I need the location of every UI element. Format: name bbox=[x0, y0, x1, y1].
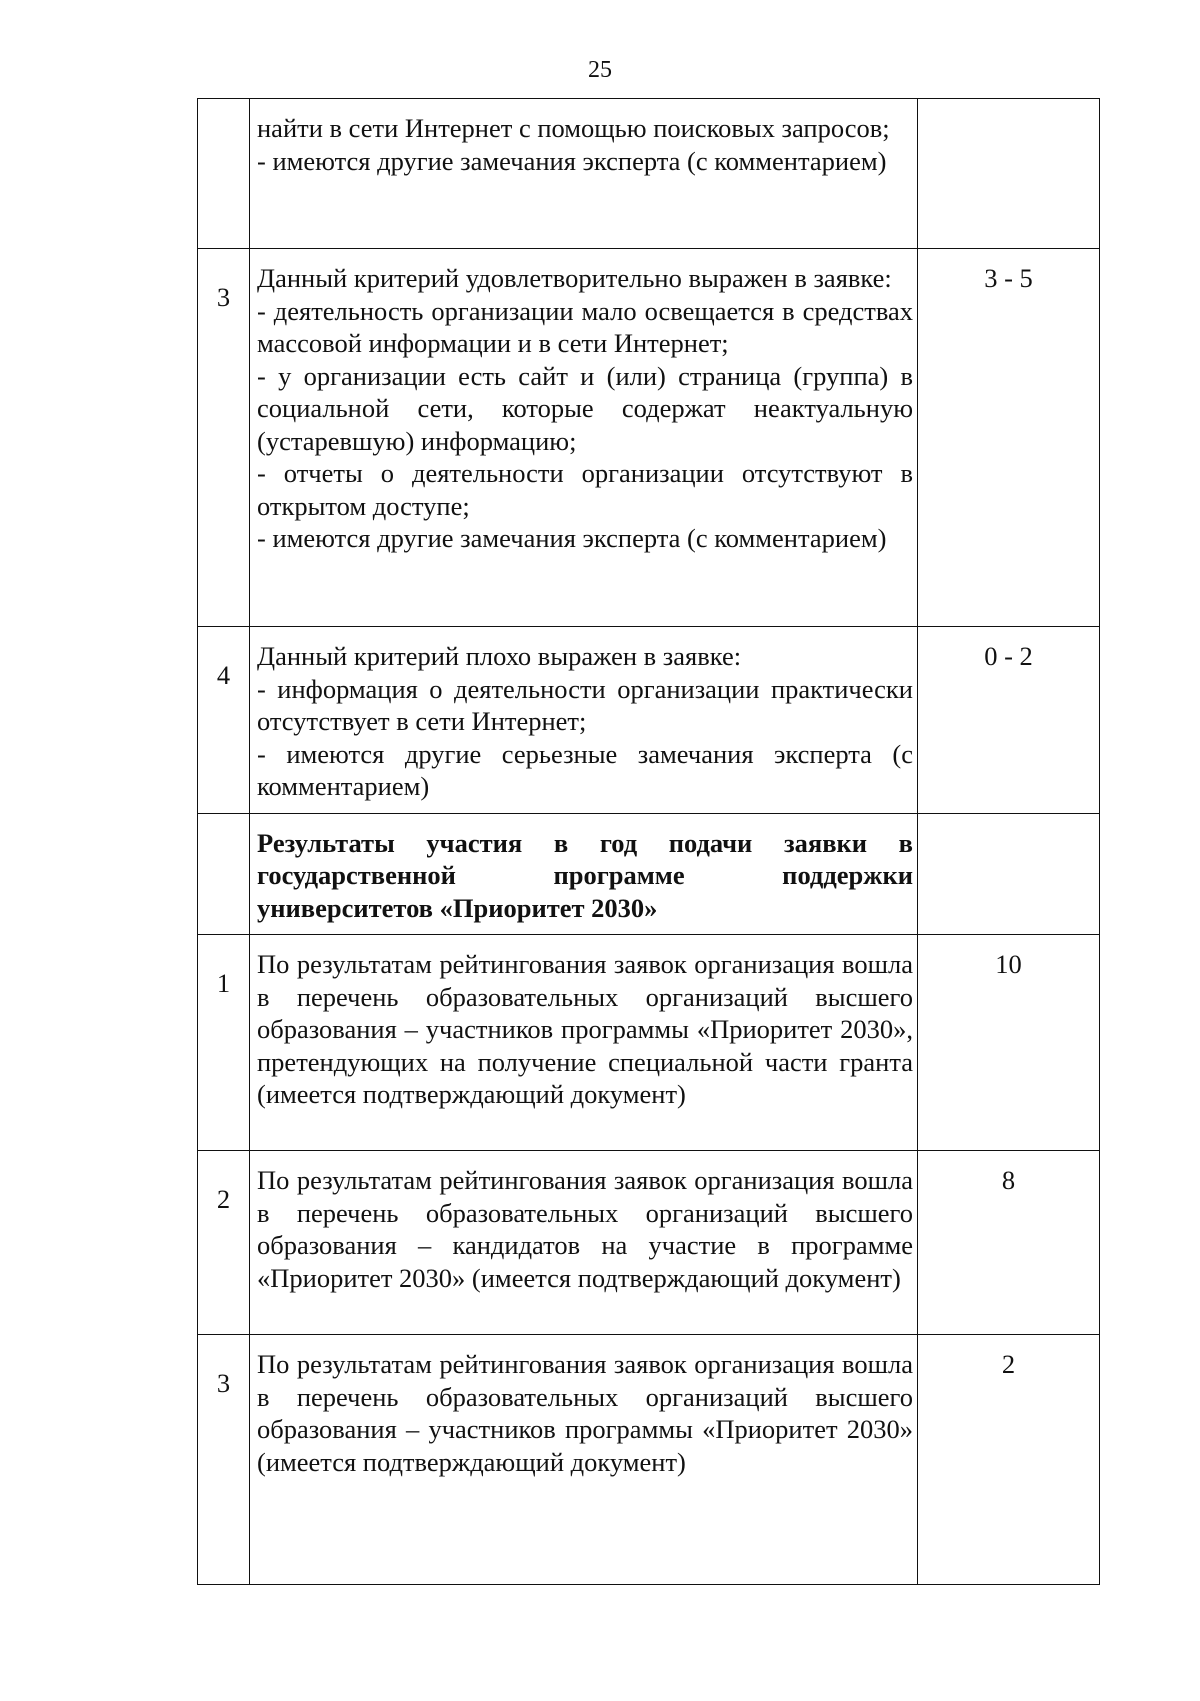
row-number-cell bbox=[198, 813, 250, 935]
criterion-description-cell bbox=[250, 1335, 918, 1585]
score-cell bbox=[918, 99, 1100, 249]
score-cell bbox=[918, 1335, 1100, 1585]
score-value: 10 bbox=[995, 949, 1022, 979]
row-number-cell bbox=[198, 935, 250, 1151]
criterion-description-cell bbox=[250, 1151, 918, 1335]
table-row bbox=[198, 1151, 1100, 1335]
table-row bbox=[198, 1335, 1100, 1585]
row-number-cell bbox=[198, 99, 250, 249]
criterion-description-cell bbox=[250, 935, 918, 1151]
criterion-line: - информация о деятельности организации практически отсутствует в сети Интернет; bbox=[257, 673, 913, 736]
criterion-line: найти в сети Интернет с помощью поисковых запросов; bbox=[257, 113, 890, 143]
score-cell bbox=[918, 813, 1100, 935]
criterion-line: - у организации есть сайт и (или) страница (группа) в социальной сети, которые содержат неактуальную (устаревшую) информацию; bbox=[257, 360, 913, 456]
score-value: 3 - 5 bbox=[984, 263, 1033, 293]
criterion-line: - имеются другие замечания эксперта (с комментарием) bbox=[257, 523, 887, 553]
table-row bbox=[198, 813, 1100, 935]
criterion-line: - имеются другие замечания эксперта (с комментарием) bbox=[257, 145, 887, 176]
row-number: 4 bbox=[216, 660, 231, 690]
table-row bbox=[198, 249, 1100, 627]
row-number-cell bbox=[198, 627, 250, 814]
row-number: 3 bbox=[216, 1368, 231, 1398]
score-cell bbox=[918, 249, 1100, 627]
table-row bbox=[198, 627, 1100, 814]
criterion-description-cell bbox=[250, 627, 918, 814]
section-heading: Результаты участия в год подачи заявки в государственной программе поддержки университетов «Приоритет 2030» bbox=[257, 827, 913, 923]
criterion-line: - имеются другие серьезные замечания эксперта (с комментарием) bbox=[257, 738, 913, 801]
criterion-line: - отчеты о деятельности организации отсутствуют в открытом доступе; bbox=[257, 458, 913, 521]
score-value: 2 bbox=[1001, 1349, 1016, 1379]
criterion-line: По результатам рейтингования заявок организация вошла в перечень образовательных организаций высшего образования – участников программы «Приоритет 2030» (имеется подтверждающий документ) bbox=[257, 1349, 913, 1477]
criterion-description-cell bbox=[250, 99, 918, 249]
criterion-line: Данный критерий удовлетворительно выражен в заявке: bbox=[257, 263, 892, 293]
table-row bbox=[198, 99, 1100, 249]
row-number-cell bbox=[198, 1335, 250, 1585]
criterion-line: - деятельность организации мало освещается в средствах массовой информации и в сети Интернет; bbox=[257, 295, 913, 358]
page-number: 25 bbox=[588, 57, 612, 83]
score-value: 0 - 2 bbox=[984, 641, 1033, 671]
score-cell bbox=[918, 627, 1100, 814]
row-number: 1 bbox=[216, 968, 231, 998]
score-cell bbox=[918, 1151, 1100, 1335]
criteria-table bbox=[197, 98, 1100, 1585]
criterion-line: По результатам рейтингования заявок организация вошла в перечень образовательных организаций высшего образования – участников программы «Приоритет 2030», претендующих на получение специальной части гранта (имеется подтверждающий документ) bbox=[257, 949, 913, 1109]
row-number: 2 bbox=[216, 1184, 231, 1214]
row-number-cell bbox=[198, 1151, 250, 1335]
row-number bbox=[198, 99, 249, 131]
criterion-line: По результатам рейтингования заявок организация вошла в перечень образовательных организаций высшего образования – кандидатов на участие в программе «Приоритет 2030» (имеется подтверждающий документ) bbox=[257, 1165, 913, 1293]
row-number-cell bbox=[198, 249, 250, 627]
row-number bbox=[198, 814, 249, 846]
section-heading-cell bbox=[250, 813, 918, 935]
criterion-description-cell bbox=[250, 249, 918, 627]
score-cell bbox=[918, 935, 1100, 1151]
table-row bbox=[198, 935, 1100, 1151]
score-value: 8 bbox=[1001, 1165, 1016, 1195]
criterion-line: Данный критерий плохо выражен в заявке: bbox=[257, 641, 742, 671]
row-number: 3 bbox=[216, 282, 231, 312]
